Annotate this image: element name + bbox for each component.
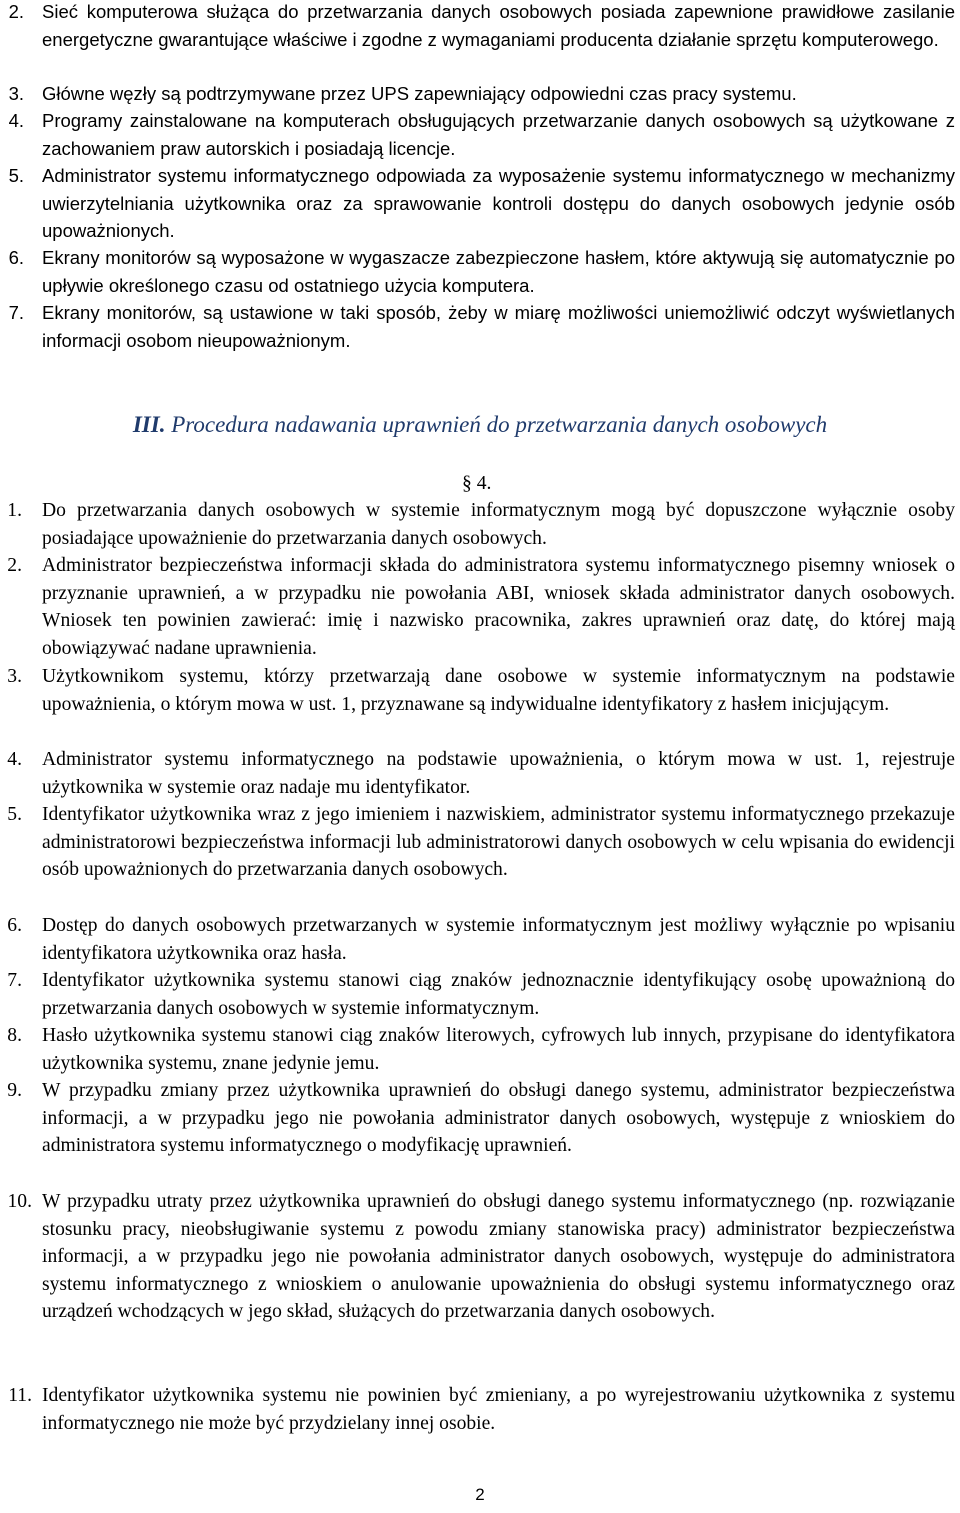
item-text: Dostęp do danych osobowych przetwarzanych w systemie informatycznym jest możliwy wyłącznie po wpisaniu identyfikatora użytkownika oraz hasła. bbox=[42, 915, 955, 964]
item-text: Ekrany monitorów, są ustawione w taki sposób, żeby w miarę możliwości uniemożliwić odczyt wyświetlanych informacji osobom nieupoważnionym. bbox=[42, 302, 955, 351]
item-text: Sieć komputerowa służąca do przetwarzania danych osobowych posiada zapewnione prawidłowe zasilanie energetyczne gwarantujące właściwe i zgodne z wymaganiami producenta działanie sprzętu komputerowego. bbox=[42, 1, 955, 50]
item-number: 3. bbox=[8, 83, 24, 104]
list-item bbox=[0, 299, 960, 354]
item-number: 8. bbox=[7, 1025, 22, 1046]
item-text: Użytkownikom systemu, którzy przetwarzają dane osobowe w systemie informatycznym na podstawie upoważnienia, o którym mowa w ust. 1, przyznawane są indywidualne identyfikatory z hasłem inicjującym. bbox=[42, 666, 955, 715]
list-item bbox=[0, 80, 960, 107]
item-text: W przypadku zmiany przez użytkownika uprawnień do obsługi danego systemu, administrator bezpieczeństwa informacji, a w przypadku jego nie powołania administrator danych osobowych, występuje z wnioskiem do administratora systemu informatycznego o modyfikację uprawnień. bbox=[42, 1080, 955, 1157]
list-item bbox=[0, 1188, 960, 1382]
list-item bbox=[0, 801, 960, 912]
item-text: Identyfikator użytkownika systemu stanowi ciąg znaków jednoznacznie identyfikujący osobę upoważnioną do przetwarzania danych osobowych w systemie informatycznym. bbox=[42, 970, 955, 1019]
item-text: Identyfikator użytkownika systemu nie powinien być zmieniany, a po wyrejestrowaniu użytkownika z systemu informatycznego nie może być przydzielany innej osobie. bbox=[42, 1385, 955, 1434]
item-number: 5. bbox=[8, 165, 24, 186]
item-number: 2. bbox=[8, 1, 24, 22]
item-text: Administrator systemu informatycznego odpowiada za wyposażenie systemu informatycznego w mechanizmy uwierzytelniania użytkownika oraz za sprawowanie kontroli dostępu do danych osobowych jedynie osób upoważnionych. bbox=[42, 165, 955, 241]
list-item bbox=[0, 663, 960, 746]
paragraph-mark: § 4. bbox=[462, 473, 492, 494]
item-text: Hasło użytkownika systemu stanowi ciąg znaków literowych, cyfrowych lub innych, przypisane do identyfikatora użytkownika systemu, znane jedynie jemu. bbox=[42, 1025, 955, 1074]
list-item bbox=[0, 1382, 960, 1437]
item-number: 10. bbox=[7, 1191, 32, 1212]
list-item bbox=[0, 552, 960, 663]
section-title: Procedura nadawania uprawnień do przetwarzania danych osobowych bbox=[171, 412, 828, 437]
item-text: Do przetwarzania danych osobowych w systemie informatycznym mogą być dopuszczone wyłącznie osoby posiadające upoważnienie do przetwarzania danych osobowych. bbox=[42, 500, 955, 549]
list-item bbox=[0, 107, 960, 162]
item-number: 9. bbox=[7, 1080, 22, 1101]
list-item bbox=[0, 0, 960, 80]
list-item bbox=[0, 1022, 960, 1077]
item-text: Administrator systemu informatycznego na podstawie upoważnienia, o którym mowa w ust. 1, rejestruje użytkownika w systemie oraz nadaje mu identyfikator. bbox=[42, 749, 955, 798]
list-item bbox=[0, 1077, 960, 1188]
list-item bbox=[0, 746, 960, 801]
item-number: 2. bbox=[7, 555, 22, 576]
list-item bbox=[0, 912, 960, 967]
item-number: 4. bbox=[7, 749, 22, 770]
item-number: 4. bbox=[8, 110, 24, 131]
item-number: 3. bbox=[7, 666, 22, 687]
item-text: Ekrany monitorów są wyposażone w wygaszacze zabezpieczone hasłem, które aktywują się automatycznie po upływie określonego czasu od ostatniego użycia komputera. bbox=[42, 247, 955, 296]
procedure-list bbox=[0, 497, 960, 1437]
item-number: 6. bbox=[8, 247, 24, 268]
list-item bbox=[0, 967, 960, 1022]
item-text: Identyfikator użytkownika wraz z jego imieniem i nazwiskiem, administrator systemu informatycznego przekazuje administratorowi bezpieczeństwa informacji lub administratorowi danych osobowych w celu wpisania do ewidencji osób upoważnionych do przetwarzania danych osobowych. bbox=[42, 804, 955, 881]
list-item bbox=[0, 244, 960, 299]
item-text: W przypadku utraty przez użytkownika uprawnień do obsługi danego systemu informatycznego (np. rozwiązanie stosunku pracy, nieobsługiwanie systemu z powodu zmiany stanowiska pracy) administrator bezpieczeństwa informacji, a w przypadku jego nie powołania administrator danych osobowych, występuje do administratora systemu informatycznego z wnioskiem o anulowanie upoważnienia do obsługi systemu informatycznego oraz urządzeń wchodzących w jego skład, służących do przetwarzania danych osobowych. bbox=[42, 1191, 955, 1323]
security-measures-list bbox=[0, 0, 960, 354]
section-heading bbox=[0, 410, 960, 440]
item-number: 11. bbox=[8, 1385, 32, 1406]
item-number: 6. bbox=[7, 915, 22, 936]
item-text: Programy zainstalowane na komputerach obsługujących przetwarzanie danych osobowych są użytkowane z zachowaniem praw autorskich i posiadają licencje. bbox=[42, 110, 955, 159]
page-number: 2 bbox=[475, 1485, 485, 1504]
item-number: 1. bbox=[7, 500, 22, 521]
item-text: Administrator bezpieczeństwa informacji składa do administratora systemu informatycznego pisemny wniosek o przyznanie uprawnień, a w przypadku nie powołania ABI, wniosek składa administrator danych osobowych. Wniosek ten powinien zawierać: imię i nazwisko pracownika, zakres uprawnień oraz datę, do której mają obowiązywać nadane uprawnienia. bbox=[42, 555, 955, 659]
list-item bbox=[0, 162, 960, 244]
item-number: 7. bbox=[7, 970, 22, 991]
item-number: 5. bbox=[7, 804, 22, 825]
item-text: Główne węzły są podtrzymywane przez UPS zapewniający odpowiedni czas pracy systemu. bbox=[42, 83, 797, 104]
section-number: III. bbox=[132, 412, 166, 437]
item-number: 7. bbox=[8, 302, 24, 323]
list-item bbox=[0, 497, 960, 552]
